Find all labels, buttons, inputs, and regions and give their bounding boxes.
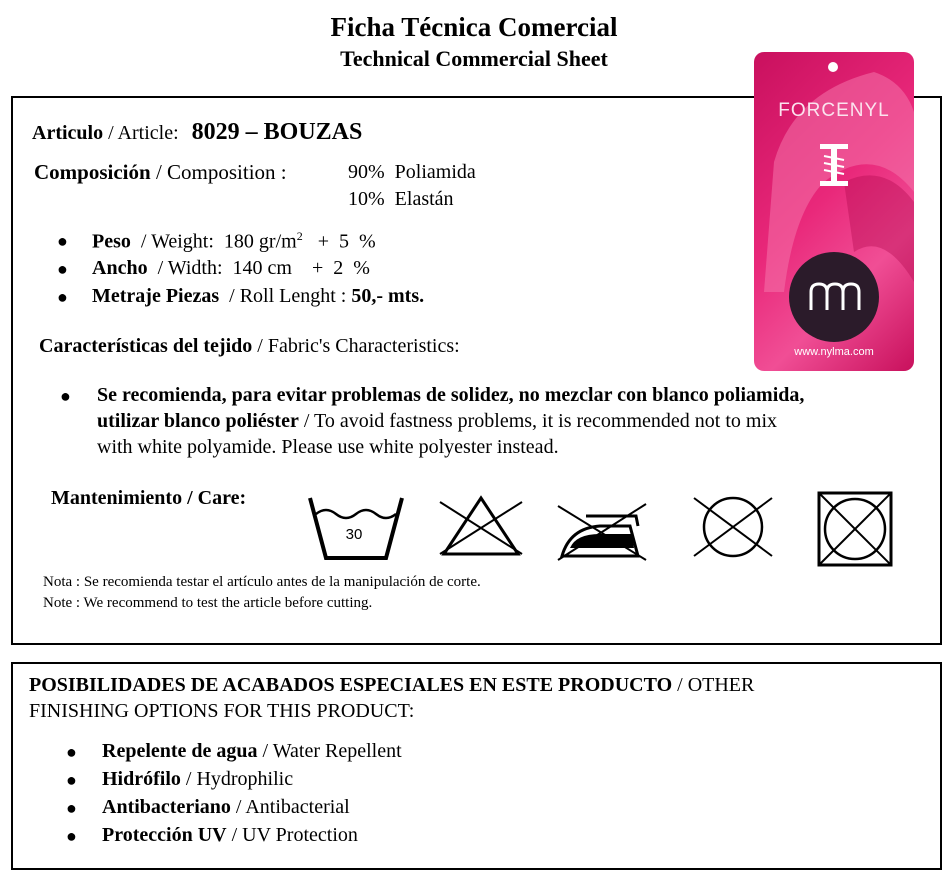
nylma-logo-icon [789,252,879,342]
composition-material: Elastán [394,188,454,210]
article-label-es: Articulo [32,122,104,144]
finishing-heading-es: POSIBILIDADES DE ACABADOS ESPECIALES EN ESTE PRODUCTO [29,674,673,696]
weight-value: 180 gr/m [223,230,297,253]
spool-icon [820,144,848,186]
no-tumble-dry-icon [815,489,895,569]
tag-website: www.nylma.com [794,346,874,358]
bullet-icon: ● [66,770,77,790]
bullet-icon: ● [66,742,77,762]
width-value: 140 cm [232,257,292,279]
weight-label-en: / Weight: [140,230,214,253]
roll-label-en: / Roll Lenght : [229,285,347,307]
bullet-icon: ● [57,287,68,307]
finishing-item-en: / Hydrophilic [185,768,294,790]
characteristics-en-2: with white polyamide. Please use white polyester instead. [97,436,559,458]
bullet-icon: ● [57,231,68,251]
article-value: 8029 – BOUZAS [191,119,363,145]
characteristics-label-en: / Fabric's Characteristics: [257,335,460,357]
wash-30-icon [308,494,404,562]
characteristics-es-1: Se recomienda, para evitar problemas de solidez, no mezclar con blanco poliamida, [97,384,805,406]
composition-row [348,161,476,184]
care-heading [51,487,246,510]
composition-line [34,160,287,185]
composition-label-en: / Composition : [155,160,287,184]
article-line [32,119,362,146]
characteristics-en-1: / To avoid fastness problems, it is recommended not to mix [303,410,778,432]
wash-temp-label: 30 [345,526,363,543]
finishing-item-es: Antibacteriano [102,796,231,818]
finishing-heading-2: FINISHING OPTIONS FOR THIS PRODUCT: [29,700,415,722]
brand-hang-tag [754,52,914,371]
characteristics-text-1 [97,384,804,407]
characteristics-es-2: utilizar blanco poliéster [97,410,299,432]
characteristics-text-3 [97,436,559,459]
characteristics-label-es: Características del tejido [39,335,253,357]
finishing-heading [29,674,754,697]
finishing-item-en: / UV Protection [231,824,358,846]
width-label-en: / Width: [157,257,223,279]
no-bleach-icon [436,494,526,558]
page-subtitle: Technical Commercial Sheet [340,46,608,71]
bullet-icon: ● [66,798,77,818]
finishing-item-es: Protección UV [102,824,227,846]
bullet-icon: ● [66,826,77,846]
characteristics-heading [39,335,460,358]
finishing-heading-en-1: / OTHER [677,674,755,696]
bullet-icon: ● [60,386,71,406]
tag-logo-circle [789,252,879,342]
care-label-en: / Care: [187,487,247,509]
finishing-item-es: Repelente de agua [102,740,258,762]
finishing-item [102,796,350,819]
composition-label-es: Composición [34,160,151,184]
no-iron-icon [556,498,652,562]
finishing-item-en: / Water Repellent [262,740,402,762]
finishing-item-en: / Antibacterial [235,796,350,818]
weight-line [92,229,376,254]
finishing-item [102,740,402,763]
roll-line [92,285,424,308]
weight-unit-sup: 2 [296,229,303,243]
weight-tolerance: + 5 % [317,230,376,253]
composition-pct: 10% [348,188,385,210]
note-es: Nota : Se recomienda testar el artículo antes de la manipulación de corte. [43,574,481,590]
characteristics-text-2 [97,410,777,433]
composition-pct: 90% [348,161,385,183]
width-tolerance: + 2 % [311,257,370,279]
width-label-es: Ancho [92,257,148,279]
roll-value: 50,- mts. [351,285,425,307]
composition-row [348,188,454,211]
finishing-item [102,768,293,791]
tag-brand: FORCENYL [778,100,890,121]
roll-label-es: Metraje Piezas [92,285,220,307]
bullet-icon: ● [57,259,68,279]
finishing-item-es: Hidrófilo [102,768,181,790]
finishing-item [102,824,358,847]
page-title: Ficha Técnica Comercial [330,12,618,42]
care-label-es: Mantenimiento [51,487,183,509]
note-en: Note : We recommend to test the article before cutting. [43,595,373,611]
article-label-en: / Article: [108,122,179,144]
width-line [92,257,370,280]
no-dry-clean-icon [686,494,780,560]
composition-material: Poliamida [394,161,476,183]
weight-label-es: Peso [92,230,131,253]
